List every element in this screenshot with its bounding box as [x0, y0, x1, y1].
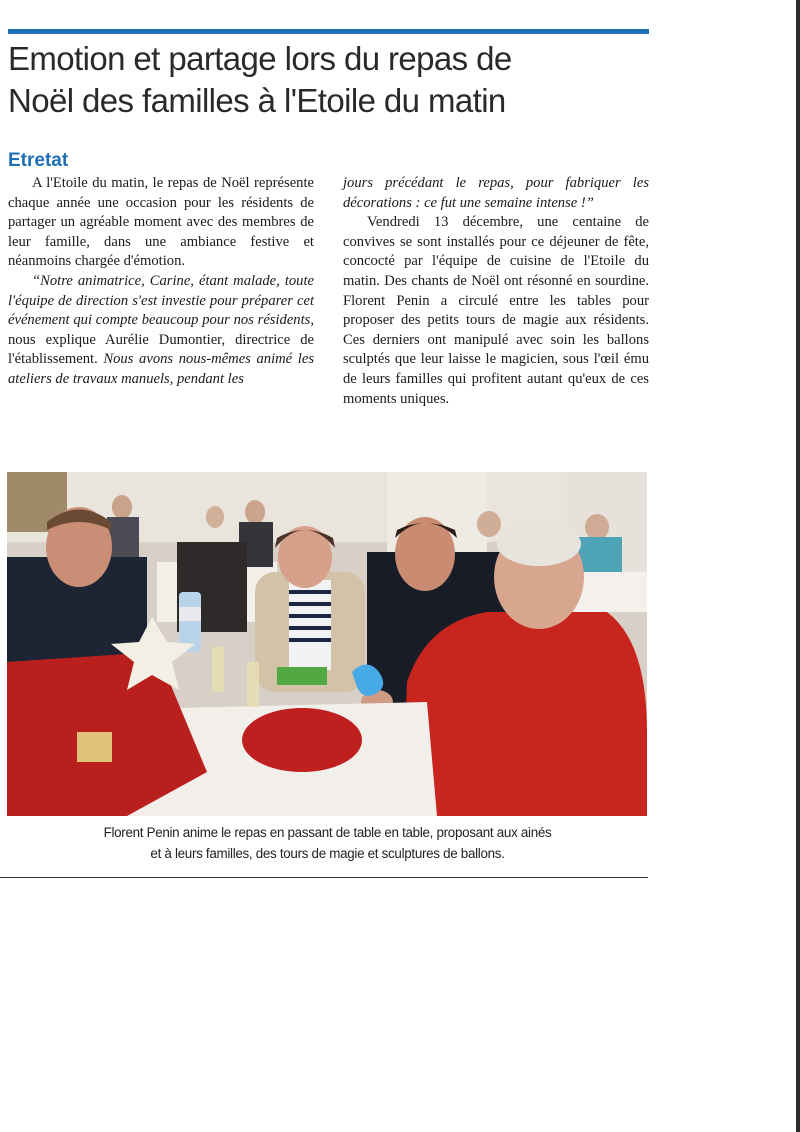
top-rule	[8, 29, 649, 34]
article-column-1	[8, 174, 314, 390]
article-paragraph-1: A l'Etoile du matin, le repas de Noël représente chaque année une occasion pour les résidents de partager un agréable moment avec des membres de leur famille, dans une ambiance festive et néanmoins chargée d'émotion.	[8, 175, 314, 270]
caption-line-1: Florent Penin anime le repas en passant de table en table, proposant aux ainés	[103, 825, 552, 840]
headline	[8, 38, 648, 122]
location-kicker: Etretat	[8, 150, 69, 171]
photo-caption	[20, 822, 635, 864]
article-photo	[7, 472, 647, 816]
caption-line-2: et à leurs familles, des tours de magie et sculptures de ballons.	[150, 846, 505, 861]
quote-part-2: Nous avons nous-mêmes animé les ateliers de travaux manuels, pendant les	[8, 351, 314, 387]
headline-line-2: Noël des familles à l'Etoile du matin	[8, 82, 506, 119]
headline-line-1: Emotion et partage lors du repas de	[8, 40, 512, 77]
quote-attribution: nous explique Aurélie Dumontier, directrice de l'établissement.	[8, 331, 314, 368]
bottom-rule	[0, 877, 648, 878]
quote-part-1: “Notre animatrice, Carine, étant malade, toute l'équipe de direction s'est investie pour préparer cet événement qui compte beaucoup pour nos résidents,	[8, 272, 314, 329]
quote-end	[343, 174, 649, 213]
photo-illustration	[7, 472, 647, 816]
quote-end-text: jours précédant le repas, pour fabriquer les décorations : ce fut une semaine intense !”	[343, 175, 649, 211]
scan-edge	[796, 0, 800, 1132]
article-column-2	[343, 174, 649, 409]
article-paragraph-quote	[8, 272, 314, 390]
article-paragraph-2: Vendredi 13 décembre, une centaine de convives se sont installés pour ce déjeuner de fête, concocté par l'équipe de cuisine de l'Etoile du matin. Des chants de Noël ont résonné en sourdine. Florent Penin a circulé entre les tables pour proposer des petits tours de magie aux résidents. Ces derniers ont manipulé avec soin les ballons sculptés que leur laisse le magicien, sous l'œil ému de leurs familles qui profitent autant qu'eux de ces moments uniques.	[343, 214, 649, 407]
